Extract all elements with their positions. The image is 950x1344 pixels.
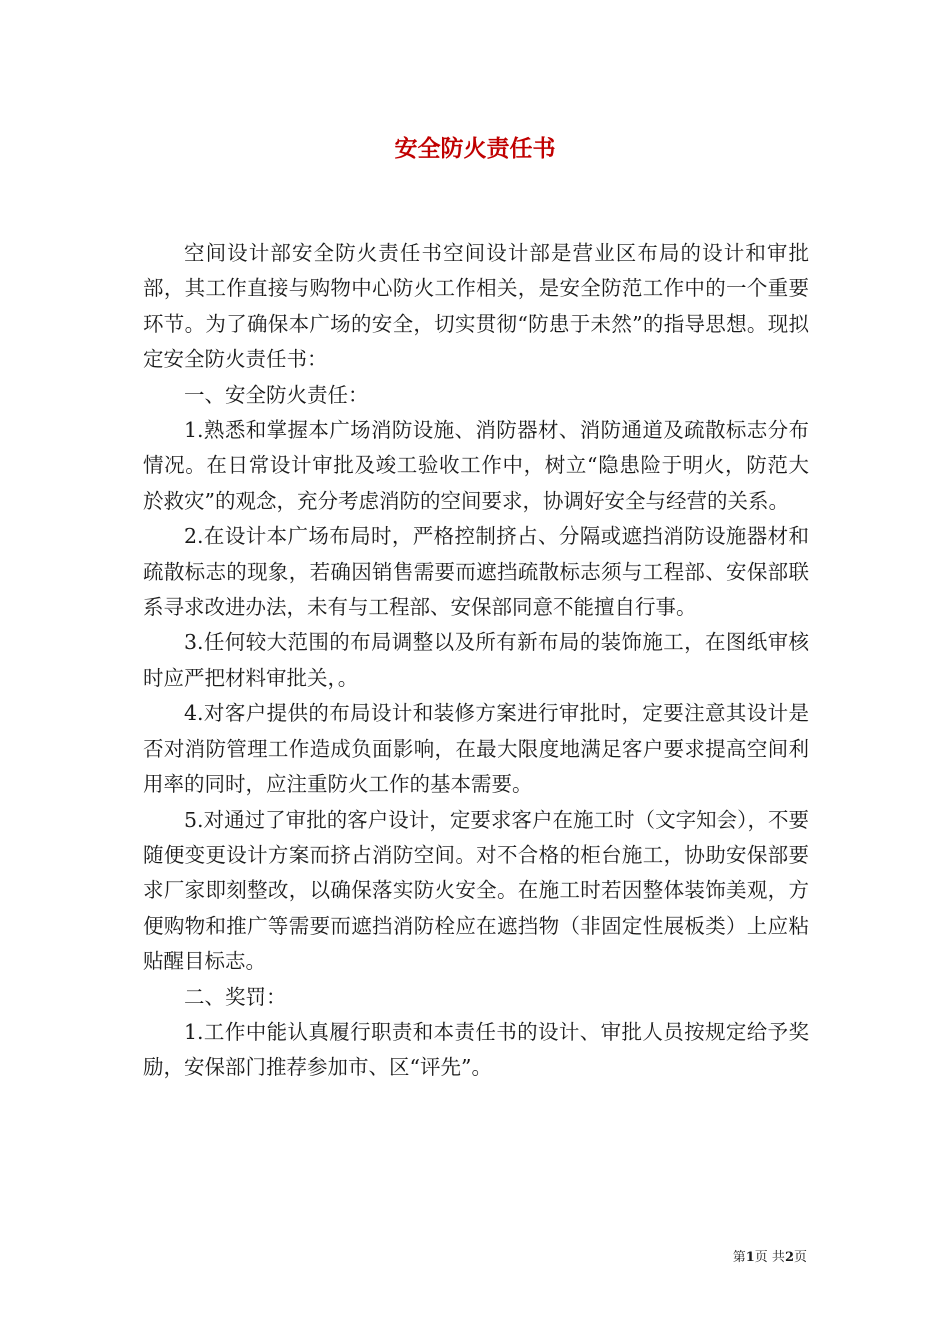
- section-heading-responsibility: 一、安全防火责任：: [184, 382, 369, 407]
- document-body: [143, 236, 809, 1086]
- footer-total-pages: 2: [784, 1250, 794, 1265]
- footer-prefix: 第: [732, 1250, 746, 1265]
- paragraph-intro: 空间设计部安全防火责任书空间设计部是营业区布局的设计和审批部，其工作直接与购物中心防火工作相关，是安全防范工作中的一个重要环节。为了确保本广场的安全，切实贯彻“防患于未然”的指导思想。现拟定安全防火责任书：: [143, 241, 809, 372]
- page-footer: [733, 1249, 807, 1267]
- document-title: 安全防火责任书: [394, 136, 556, 162]
- paragraph-item-2: 2.在设计本广场布局时，严格控制挤占、分隔或遮挡消防设施器材和疏散标志的现象，若确因销售需要而遮挡疏散标志须与工程部、安保部联系寻求改进办法，未有与工程部、安保部同意不能擅自行事。: [143, 524, 809, 620]
- paragraph-item-3: 3.任何较大范围的布局调整以及所有新布局的装饰施工，在图纸审核时应严把材料审批关，。: [143, 630, 809, 690]
- paragraph-item-1: 1.熟悉和掌握本广场消防设施、消防器材、消防通道及疏散标志分布情况。在日常设计审批及竣工验收工作中，树立“隐患险于明火，防范大於救灾”的观念，充分考虑消防的空间要求，协调好安全与经营的关系。: [143, 418, 809, 513]
- section-heading-rewards: 二、奖罚：: [184, 984, 287, 1009]
- paragraph-item-5: 5.对通过了审批的客户设计，定要求客户在施工时（文字知会），不要随便变更设计方案而挤占消防空间。对不合格的柜台施工，协助安保部要求厂家即刻整改，以确保落实防火安全。在施工时若因整体装饰美观，方便购物和推广等需要而遮挡消防栓应在遮挡物（非固定性展板类）上应粘贴醒目标志。: [143, 807, 809, 974]
- footer-current-page: 1: [745, 1250, 755, 1265]
- paragraph-reward-1: 1.工作中能认真履行职责和本责任书的设计、审批人员按规定给予奖励，安保部门推荐参加市、区“评先”。: [143, 1019, 809, 1080]
- footer-middle: 页 共: [754, 1250, 785, 1265]
- footer-suffix: 页: [793, 1250, 807, 1265]
- paragraph-item-4: 4.对客户提供的布局设计和装修方案进行审批时，定要注意其设计是否对消防管理工作造成负面影响，在最大限度地满足客户要求提高空间利用率的同时，应注重防火工作的基本需要。: [143, 701, 809, 797]
